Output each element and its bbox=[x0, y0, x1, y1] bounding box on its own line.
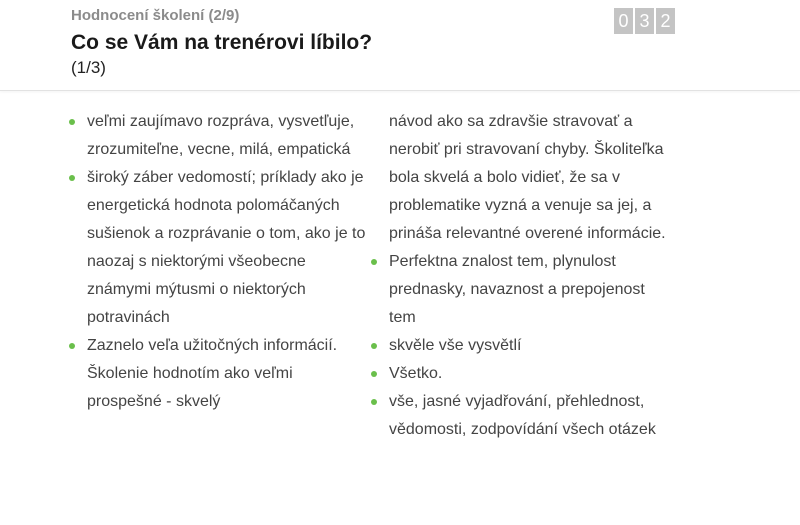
counter-digit: 0 bbox=[614, 8, 633, 34]
counter-digit: 2 bbox=[656, 8, 675, 34]
answer-item: široký záber vedomostí; príklady ako je energetická hodnota polomáčaných sušienok a rozprávanie o tom, ako je to naozaj s niektorými všeobecne známymi mýtusmi o niektorých potravinách bbox=[69, 164, 369, 332]
answer-item: vše, jasné vyjadřování, přehlednost, vědomosti, zodpovídání všech otázek bbox=[371, 388, 671, 444]
counter-digit: 3 bbox=[635, 8, 654, 34]
answers-column-right bbox=[371, 108, 671, 444]
header bbox=[0, 0, 800, 91]
page-indicator: (1/3) bbox=[71, 58, 106, 77]
section-label: Hodnocení školení (2/9) bbox=[71, 7, 240, 24]
answer-item-continued: návod ako sa zdravšie stravovať a nerobiť pri stravovaní chyby. Školiteľka bola skvelá a bolo vidieť, že sa v problematike vyzná a venuje sa jej, a prináša relevantné overené informácie. bbox=[389, 113, 666, 242]
answer-item: Zaznelo veľa užitočných informácií. Školenie hodnotím ako veľmi prospešné - skvelý bbox=[69, 332, 369, 416]
question-title: Co se Vám na trenérovi líbilo? bbox=[71, 31, 373, 54]
answer-item: veľmi zaujímavo rozpráva, vysvetľuje, zrozumiteľne, vecne, milá, empatická bbox=[69, 108, 369, 164]
response-counter bbox=[614, 8, 675, 34]
answer-item: skvěle vše vysvětlí bbox=[371, 332, 671, 360]
answers-column-left bbox=[69, 108, 369, 416]
answer-item: Perfektna znalost tem, plynulost prednasky, navaznost a prepojenost tem bbox=[371, 248, 671, 332]
answer-item: Všetko. bbox=[371, 360, 671, 388]
